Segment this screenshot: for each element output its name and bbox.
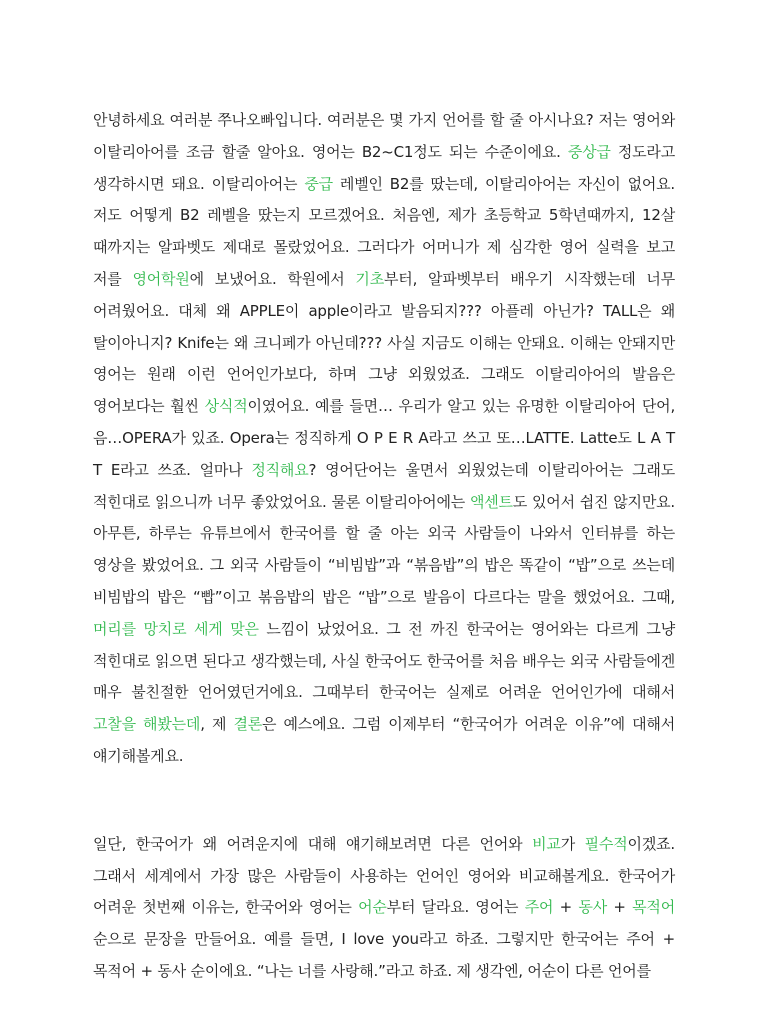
text-run: +: [553, 898, 579, 917]
highlighted-term: 고찰을 해봤는데: [93, 715, 201, 734]
text-run: 안녕하세요 여러분 쭈나오빠입니다. 여러분은 몇 가지 언어를 할 줄 아시나요? 저는 영어와 이탈리아어를 조금 할줄 알아요. 영어는 B2~C1정도 되는 수준이에요.: [93, 111, 675, 161]
highlighted-term: 액센트: [469, 492, 513, 511]
text-run: 정도라고 생각하시면 돼요. 이탈리아어는: [93, 142, 675, 193]
highlighted-term: 머리를 망치로 세게 맞은: [93, 619, 259, 638]
text-run: +: [607, 898, 633, 917]
paragraph-2: [93, 829, 675, 988]
highlighted-term: 필수적: [584, 834, 628, 853]
text-run: 레벨인 B2를 땄는데, 이탈리아어는 자신이 없어요. 저도 어떻게 B2 레벨을 땄는지 모르겠어요. 처음엔, 제가 초등학교 5학년때까지, 12살 때까지는 알파벳도 제대로 몰랐었어요. 그러다가 어머니가 제 심각한 영어 실력을 보고 저를: [93, 174, 676, 288]
highlighted-term: 동사: [578, 898, 607, 917]
text-run: 순으로 문장을 만들어요. 예를 들면, I love you라고 하죠. 그렇지만 한국어는 주어 + 목적어 + 동사 순이에요. “나는 너를 사랑해.”라고 하죠. 제 생각엔, 어순이 다른 언어를: [93, 930, 675, 980]
text-run: 부터, 알파벳부터 배우기 시작했는데 너무 어려웠어요. 대체 왜 APPLE이 apple이라고 발음되지??? 아플레 아닌가? TALL은 왜 탈이아니지? Knife는 왜 크니페가 아닌데??? 사실 지금도 이해는 안돼요. 이해는 안돼지만 영어는 원래 이런 언어인가보다, 하며 그냥 외웠었죠. 그래도 이탈리아어의 발음은 영어보다는 훨씬: [93, 269, 675, 416]
highlighted-term: 비교: [532, 834, 561, 853]
text-run: 부터 달라요. 영어는: [386, 898, 525, 917]
highlighted-term: 주어: [524, 898, 554, 917]
document-body: [93, 105, 675, 988]
highlighted-term: 중급: [304, 174, 333, 193]
text-run: 일단, 한국어가 왜 어려운지에 대해 얘기해보려면 다른 언어와: [93, 834, 533, 853]
text-run: 느낌이 났었어요. 그 전 까진 한국어는 영어와는 다르게 그냥 적힌대로 읽으면 된다고 생각했는데, 사실 한국어도 한국어를 처음 배우는 외국 사람들에겐 매우 불친절한 언어였던거에요. 그때부터 한국어는 실제로 어려운 언어인가에 대해서: [93, 619, 675, 702]
text-run: 에 보냈어요. 학원에서: [189, 269, 356, 288]
highlighted-term: 상식적: [204, 397, 248, 416]
highlighted-term: 정직해요: [251, 460, 309, 479]
text-run: ? 영어단어는 울면서 외웠었는데 이탈리아어는 그래도 적힌대로 읽으니까 너무 좋았었어요. 물론 이탈리아어에는: [93, 460, 675, 511]
highlighted-term: 중상급: [567, 142, 611, 161]
highlighted-term: 기초: [355, 269, 385, 288]
text-run: 가: [560, 834, 585, 853]
text-run: 이였어요. 예를 들면… 우리가 알고 있는 유명한 이탈리아어 단어, 음…OPERA가 있죠. Opera는 정직하게 O P E R A라고 쓰고 또…LATTE. Latte도 L A T T E라고 쓰죠. 얼마나: [93, 397, 676, 479]
highlighted-term: 어순: [358, 898, 387, 917]
text-run: 도 있어서 쉽진 않지만요. 아무튼, 하루는 유튜브에서 한국어를 할 줄 아는 외국 사람들이 나와서 인터뷰를 하는 영상을 봤었어요. 그 외국 사람들이 “비빔밥”과 “볶음밥”의 밥은 똑같이 “밥”으로 쓰는데 비빔밥의 밥은 “빱”이고 볶음밥의 밥은 “밥”으로 발음이 다르다는 말을 했었어요. 그때,: [93, 492, 675, 606]
highlighted-term: 목적어: [632, 898, 675, 917]
text-run: , 제: [200, 715, 234, 734]
paragraph-1: [93, 105, 675, 773]
highlighted-term: 결론: [233, 715, 263, 734]
text-run: 이겠죠. 그래서 세계에서 가장 많은 사람들이 사용하는 언어인 영어와 비교해볼게요. 한국어가 어려운 첫번째 이유는, 한국어와 영어는: [93, 834, 675, 917]
highlighted-term: 영어학원: [132, 269, 190, 288]
text-run: 은 예스에요. 그럼 이제부터 “한국어가 어려운 이유”에 대해서 얘기해볼게요.: [93, 715, 675, 765]
